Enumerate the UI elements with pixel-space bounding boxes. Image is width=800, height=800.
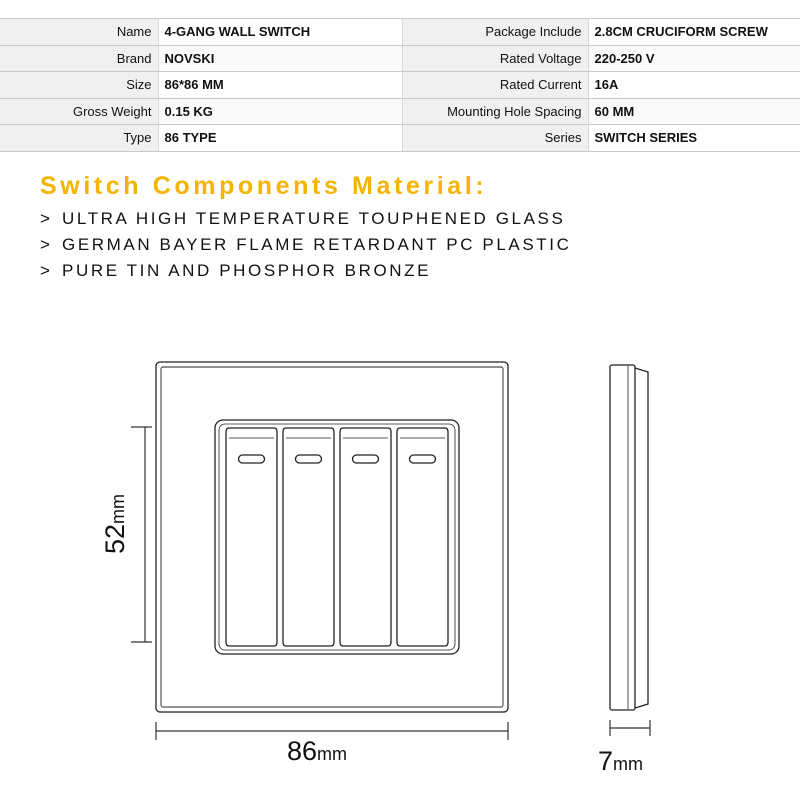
indicator-light [410,455,436,463]
spec-label: Gross Weight [0,98,158,125]
spec-label: Package Include [402,19,588,46]
indicator-light [239,455,265,463]
spec-value: 86 TYPE [158,125,402,152]
gang-rocker-button [226,428,277,646]
material-text: GERMAN BAYER FLAME RETARDANT PC PLASTIC [62,235,572,254]
spec-value: 4-GANG WALL SWITCH [158,19,402,46]
material-text: PURE TIN AND PHOSPHOR BRONZE [62,261,432,280]
front-view [156,362,508,712]
gang-rocker-button [397,428,448,646]
spec-value: NOVSKI [158,45,402,72]
gang-rocker-button [340,428,391,646]
height-value: 52 [100,523,130,554]
gang-buttons [226,428,448,646]
spec-label: Type [0,125,158,152]
spec-value: 86*86 MM [158,72,402,99]
spec-label: Mounting Hole Spacing [402,98,588,125]
depth-value: 7 [598,746,614,776]
side-plate [610,365,635,710]
height-unit: mm [108,493,128,524]
spec-value: 60 MM [588,98,800,125]
width-unit: mm [317,744,348,764]
spec-label: Rated Current [402,72,588,99]
spec-label: Series [402,125,588,152]
spec-value: 0.15 KG [158,98,402,125]
inner-frame [161,367,503,707]
gang-rocker-button [283,428,334,646]
height-label [100,494,131,554]
spec-value: 16A [588,72,800,99]
depth-unit: mm [613,754,644,774]
button-panel-inner [219,424,455,650]
spec-label: Brand [0,45,158,72]
spec-value: 220-250 V [588,45,800,72]
materials-heading: Switch Components Material: [40,172,488,200]
bullet-icon: > [40,209,53,228]
width-value: 86 [287,736,318,766]
material-text: ULTRA HIGH TEMPERATURE TOUPHENED GLASS [62,209,566,228]
depth-dimension [610,720,650,736]
depth-label [598,746,643,777]
spec-value: 2.8CM CRUCIFORM SCREW [588,19,800,46]
indicator-light [353,455,379,463]
height-dimension [131,427,152,642]
spec-label: Size [0,72,158,99]
indicator-light [296,455,322,463]
bullet-icon: > [40,261,53,280]
width-label [287,736,347,767]
spec-label: Rated Voltage [402,45,588,72]
bullet-icon: > [40,235,53,254]
spec-label: Name [0,19,158,46]
side-face [635,368,648,708]
spec-value: SWITCH SERIES [588,125,800,152]
side-view [610,365,648,710]
